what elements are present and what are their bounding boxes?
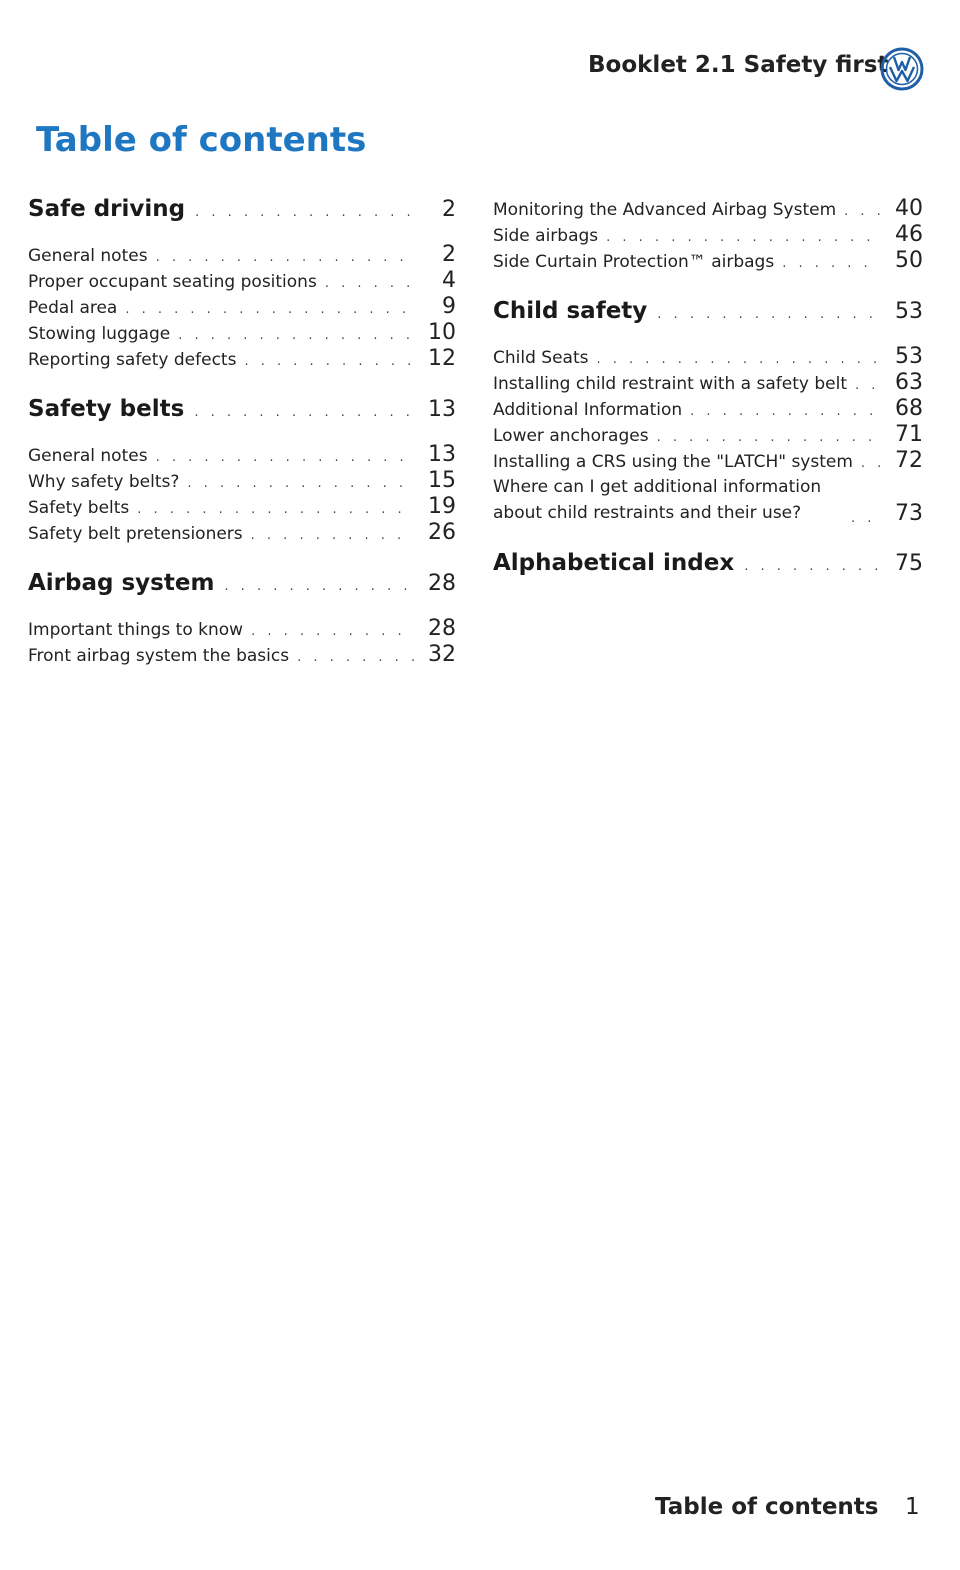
entry-page: 68 — [895, 396, 923, 421]
toc-section-airbag-system — [28, 570, 456, 668]
leader-dots — [861, 456, 881, 471]
section-title: Safety belts — [28, 396, 185, 422]
entry-label: Pedal area — [28, 298, 118, 318]
toc-entry[interactable] — [28, 268, 456, 294]
leader-dots — [657, 430, 881, 445]
toc-section-heading[interactable] — [28, 570, 456, 610]
entry-page: 46 — [895, 222, 923, 247]
toc-section-alphabetical-index — [493, 550, 923, 590]
toc-entry[interactable] — [28, 346, 456, 372]
leader-dots — [297, 650, 414, 665]
entry-label: Important things to know — [28, 620, 244, 640]
leader-dots — [251, 528, 414, 543]
entry-page: 12 — [428, 346, 456, 371]
section-page: 2 — [442, 197, 456, 222]
section-page: 13 — [428, 397, 456, 422]
toc-entry[interactable] — [493, 344, 923, 370]
leader-dots — [844, 204, 881, 219]
leader-dots — [178, 328, 414, 343]
entry-label: Additional Information — [493, 400, 683, 420]
entry-page: 26 — [428, 520, 456, 545]
leader-dots — [325, 276, 414, 291]
leader-dots — [187, 476, 414, 491]
entry-label: Stowing luggage — [28, 324, 171, 344]
page-number: 1 — [905, 1494, 920, 1520]
section-title: Safe driving — [28, 196, 186, 222]
leader-dots — [855, 378, 881, 393]
section-page: 28 — [428, 571, 456, 596]
entry-label: Why safety belts? — [28, 472, 180, 492]
entry-label: Side airbags — [493, 226, 599, 246]
leader-dots — [156, 250, 414, 265]
leader-dots — [194, 405, 414, 420]
entry-page: 2 — [442, 242, 456, 267]
leader-dots — [224, 579, 414, 594]
toc-left-column — [28, 196, 456, 692]
entry-label: Installing child restraint with a safety belt — [493, 374, 847, 394]
toc-section-heading[interactable] — [493, 298, 923, 338]
toc-section-safety-belts — [28, 396, 456, 546]
entry-label: Safety belt pretensioners — [28, 524, 243, 544]
toc-airbag-continued — [493, 196, 923, 274]
toc-section-heading[interactable] — [493, 550, 923, 590]
toc-entry[interactable] — [493, 448, 923, 474]
section-title: Child safety — [493, 298, 648, 324]
toc-entry[interactable] — [28, 642, 456, 668]
entry-label: Lower anchorages — [493, 426, 649, 446]
toc-section-safe-driving — [28, 196, 456, 372]
entry-label: Safety belts — [28, 498, 130, 518]
toc-entry[interactable] — [493, 370, 923, 396]
toc-section-heading[interactable] — [28, 196, 456, 236]
entry-page: 32 — [428, 642, 456, 667]
entry-page: 4 — [442, 268, 456, 293]
entry-page: 63 — [895, 370, 923, 395]
vw-logo-icon — [880, 47, 924, 91]
toc-entry[interactable] — [28, 520, 456, 546]
toc-section-heading[interactable] — [28, 396, 456, 436]
leader-dots — [690, 404, 881, 419]
entry-label: Child Seats — [493, 348, 589, 368]
toc-entry[interactable] — [28, 294, 456, 320]
toc-entry[interactable] — [493, 248, 923, 274]
leader-dots — [596, 352, 881, 367]
toc-entry[interactable] — [493, 396, 923, 422]
toc-right-column — [493, 196, 923, 614]
entry-label: Installing a CRS using the "LATCH" system — [493, 452, 853, 472]
toc-entry[interactable] — [28, 616, 456, 642]
toc-entry[interactable] — [493, 196, 923, 222]
entry-page: 13 — [428, 442, 456, 467]
leader-dots — [137, 502, 414, 517]
leader-dots — [782, 256, 881, 271]
entry-page: 15 — [428, 468, 456, 493]
leader-dots — [251, 624, 414, 639]
entry-label: Proper occupant seating positions — [28, 272, 317, 292]
leader-dots — [851, 511, 881, 526]
entry-page: 28 — [428, 616, 456, 641]
entry-label: Where can I get additional information about child restraints and their use? — [493, 477, 822, 523]
entry-page: 9 — [442, 294, 456, 319]
leader-dots — [657, 307, 881, 322]
entry-label: Side Curtain Protection™ airbags — [493, 252, 775, 272]
entry-label: General notes — [28, 446, 148, 466]
toc-entry[interactable] — [28, 442, 456, 468]
entry-page: 10 — [428, 320, 456, 345]
section-title: Airbag system — [28, 570, 215, 596]
toc-entry[interactable] — [493, 222, 923, 248]
leader-dots — [244, 354, 414, 369]
toc-entry[interactable] — [28, 494, 456, 520]
entry-page: 53 — [895, 344, 923, 369]
toc-entry[interactable] — [28, 320, 456, 346]
section-page: 75 — [895, 551, 923, 576]
toc-section-child-safety — [493, 298, 923, 526]
toc-entry[interactable] — [493, 474, 923, 526]
entry-page: 71 — [895, 422, 923, 447]
entry-page: 50 — [895, 248, 923, 273]
section-page: 53 — [895, 299, 923, 324]
toc-entry[interactable] — [493, 422, 923, 448]
entry-page: 40 — [895, 196, 923, 221]
toc-entry[interactable] — [28, 468, 456, 494]
entry-page: 72 — [895, 448, 923, 473]
entry-label: Monitoring the Advanced Airbag System — [493, 200, 837, 220]
page-title: Table of contents — [36, 120, 367, 160]
entry-label: General notes — [28, 246, 148, 266]
leader-dots — [195, 205, 414, 220]
entry-page: 19 — [428, 494, 456, 519]
leader-dots — [125, 302, 414, 317]
entry-page: 73 — [895, 501, 923, 526]
booklet-header: Booklet 2.1 Safety first — [588, 52, 889, 78]
leader-dots — [744, 559, 881, 574]
leader-dots — [606, 230, 881, 245]
entry-label: Front airbag system the basics — [28, 646, 290, 666]
footer-label: Table of contents — [655, 1494, 879, 1520]
section-title: Alphabetical index — [493, 550, 735, 576]
leader-dots — [156, 450, 414, 465]
entry-label: Reporting safety defects — [28, 350, 237, 370]
toc-entry[interactable] — [28, 242, 456, 268]
